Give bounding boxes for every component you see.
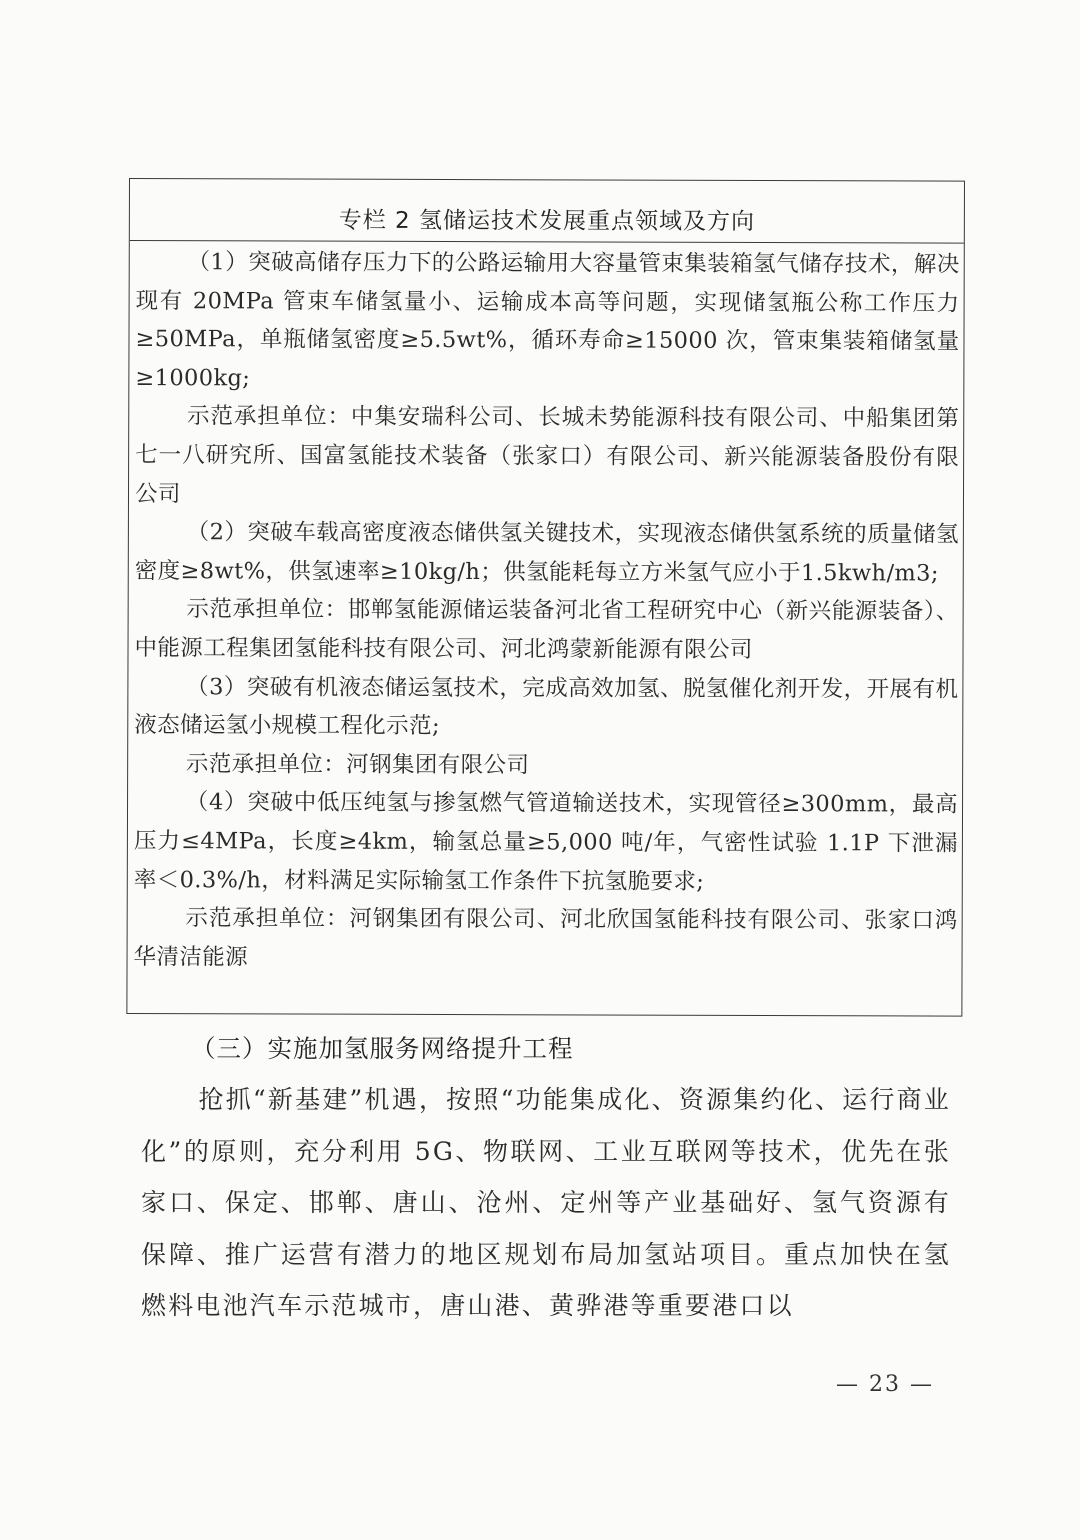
box-paragraph-6: 示范承担单位：河钢集团有限公司: [185, 750, 530, 778]
box-paragraph-8: 示范承担单位：河钢集团有限公司、河北欣国氢能科技有限公司、张家口鸿华清洁能源: [133, 905, 958, 971]
box-paragraph-1: （1）突破高储存压力下的公路运输用大容量管束集装箱氢气储存技术，解决现有 20MPa 管束车储氢量小、运输成本高等问题，实现储氢瓶公称工作压力≥50MPa，单瓶储氢密度≥5.5wt%，循环寿命≥15000 次，管束集装箱储氢量≥1000kg;: [135, 249, 960, 392]
box-paragraph-3: （2）突破车载高密度液态储供氢关键技术，实现液态储供氢系统的质量储氢密度≥8wt%，供氢速率≥10kg/h；供氢能耗每立方米氢气应小于1.5kwh/m3;: [134, 519, 959, 587]
page-number: — 23 —: [836, 1372, 934, 1397]
box-title: 专栏 2 氢储运技术发展重点领域及方向: [130, 179, 964, 244]
section-heading: （三）实施加氢服务网络提升工程: [191, 1034, 574, 1063]
box-paragraph-7: （4）突破中低压纯氢与掺氢燃气管道输送技术，实现管径≥300mm，最高压力≤4MPa，长度≥4km，输氢总量≥5,000 吨/年，气密性试验 1.1P 下泄漏率＜0.3%/h，材料满足实际输氢工作条件下抗氢脆要求;: [133, 789, 959, 895]
main-text: [141, 1074, 951, 1332]
box-body: [127, 241, 963, 979]
feature-box: [126, 178, 965, 1017]
main-paragraph: 抢抓“新基建”机遇，按照“功能集成化、资源集约化、运行商业化”的原则，充分利用 5G、物联网、工业互联网等技术，优先在张家口、保定、邯郸、唐山、沧州、定州等产业基础好、氢气资源有保障、推广运营有潜力的地区规划布局加氢站项目。重点加快在氢燃料电池汽车示范城市，唐山港、黄骅港等重要港口以: [141, 1085, 951, 1320]
box-paragraph-4: 示范承担单位：邯郸氢能源储运装备河北省工程研究中心（新兴能源装备）、中能源工程集团氢能科技有限公司、河北鸿蒙新能源有限公司: [134, 596, 959, 663]
box-paragraph-2: 示范承担单位：中集安瑞科公司、长城未势能源科技有限公司、中船集团第七一八研究所、国富氢能技术装备（张家口）有限公司、新兴能源装备股份有限公司: [134, 403, 960, 507]
box-paragraph-5: （3）突破有机液态储运氢技术，完成高效加氢、脱氢催化剂开发，开展有机液态储运氢小规模工程化示范;: [134, 673, 959, 740]
